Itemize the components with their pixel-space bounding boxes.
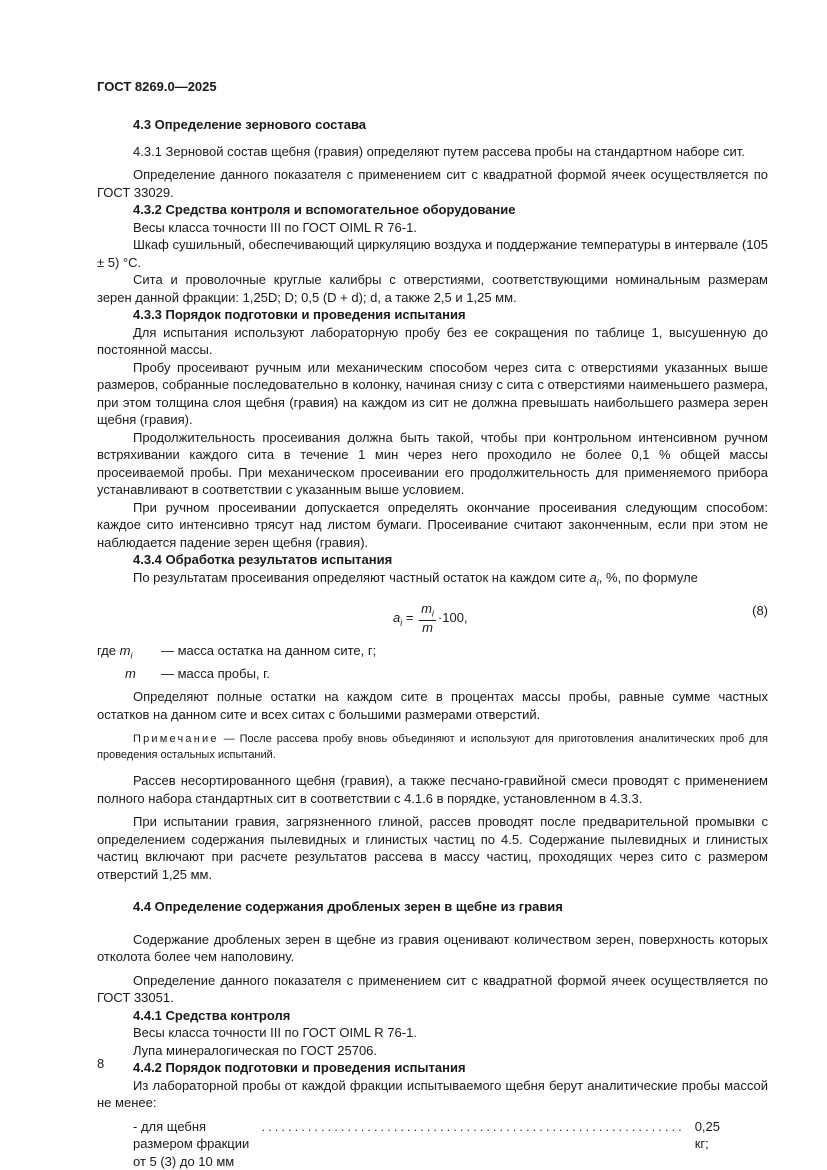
paragraph: Весы класса точности III по ГОСТ OIML R 76-1. <box>133 219 417 235</box>
section-4-3-4-title: 4.3.4 Обработка результатов испытания <box>133 552 393 567</box>
paragraph: При испытании гравия, загрязненного глиной, рассев проводят после предварительной промывки с определением содержания пылевидных и глинистых частиц по 4.5. Содержание пылевидных и глинистых частиц включают при расчете результатов рассева в массу частиц, проходящих через сито с размером отверстий 1,25 мм. <box>97 814 768 882</box>
formula-8 <box>97 596 768 636</box>
list-item: - для щебня размером фракции от 5 (3) до 10 мм ................................................................ 0,25 кг; <box>133 1118 720 1169</box>
formula: $a_i$ = $\frac{m_i}{m}$ ·100, <box>393 600 468 636</box>
page-number: 8 <box>97 1056 105 1071</box>
note: Примечание — После рассева пробу вновь объединяют и используют для приготовления аналитических проб для проведения остальных испытаний. <box>97 733 768 762</box>
paragraph: Весы класса точности III по ГОСТ OIML R 76-1. <box>133 1025 417 1041</box>
where-item: где $m_i$ — масса остатка на данном сите, г; <box>97 642 377 661</box>
paragraph: Лупа минералогическая по ГОСТ 25706. <box>133 1042 378 1058</box>
paragraph: Определение данного показателя с применением сит с квадратной формой ячеек осуществляется по ГОСТ 33029. <box>97 167 768 200</box>
paragraph: Рассев несортированного щебня (гравия), а также песчано-гравийной смеси проводят с применением полного набора стандартных сит в соответствии с 4.1.6 в порядке, установленном в 4.3.3. <box>97 773 768 806</box>
section-4-3-title: 4.3 Определение зернового состава <box>133 117 366 132</box>
paragraph: Для испытания используют лабораторную пробу без ее сокращения по таблице 1, высушенную до постоянной массы. <box>97 324 768 357</box>
paragraph: Определяют полные остатки на каждом сите в процентах массы пробы, равные сумме частных остатков на данном сите и всех ситах с большими размерами отверстий. <box>97 689 768 722</box>
paragraph: Определение данного показателя с применением сит с квадратной формой ячеек осуществляется по ГОСТ 33051. <box>97 972 768 1006</box>
paragraph: При ручном просеивании допускается определять окончание просеивания следующим способом: каждое сито интенсивно трясут над листом бумаги. Просеивание считают законченным, если при этом не наблюдается падение зерен щебня (гравия). <box>97 499 768 550</box>
equation-number: (8) <box>752 602 768 618</box>
paragraph: 4.3.1 Зерновой состав щебня (гравия) определяют путем рассева пробы на стандартном наборе сит. <box>133 143 745 159</box>
paragraph: Продолжительность просеивания должна быть такой, чтобы при контрольном интенсивном ручном встряхивании каждого сита в течение 1 мин через него проходило не более 0,1 % общей массы просеиваемой пробы. При механическом просеивании его продолжительность для применяемого прибора устанавливают в соответствии с указанным выше условием. <box>97 429 768 497</box>
paragraph: Сита и проволочные круглые калибры с отверстиями, соответствующими номинальным размерам зерен данной фракции: 1,25D; D; 0,5 (D + d); d, а также 2,5 и 1,25 мм. <box>97 272 768 305</box>
paragraph: Содержание дробленых зерен в щебне из гравия оценивают количеством зерен, поверхность которых отколота более чем наполовину. <box>97 931 768 965</box>
page-content <box>97 116 768 1170</box>
section-4-3-2-title: 4.3.2 Средства контроля и вспомогательное оборудование <box>133 202 516 217</box>
paragraph: Из лабораторной пробы от каждой фракции испытываемого щебня берут аналитические пробы массой не менее: <box>97 1077 768 1111</box>
where-list <box>97 642 768 683</box>
paragraph: Пробу просеивают ручным или механическим способом через сита с отверстиями указанных выше размеров, собранные последовательно в колонку, начиная снизу с сита с отверстиями наименьшего размера, при этом толщина слоя щебня (гравия) на каждом из сит не должна превышать наибольшего размера зерен щебня (гравия). <box>97 359 768 427</box>
section-4-4-title: 4.4 Определение содержания дробленых зерен в щебне из гравия <box>133 899 563 915</box>
section-4-4-1-title: 4.4.1 Средства контроля <box>133 1007 291 1023</box>
paragraph: По результатам просеивания определяют частный остаток на каждом сите $a_i$, %, по формуле <box>133 569 698 588</box>
leader-dots: ................................................................ <box>254 1118 685 1134</box>
fraction: $\frac{m_i}{m}$ <box>421 600 434 636</box>
where-item: m — масса пробы, г. <box>125 665 270 681</box>
section-4-3-3-title: 4.3.3 Порядок подготовки и проведения испытания <box>133 307 466 322</box>
section-4-4-2-title: 4.4.2 Порядок подготовки и проведения испытания <box>133 1060 466 1076</box>
paragraph: Шкаф сушильный, обеспечивающий циркуляцию воздуха и поддержание температуры в интервале (105 ± 5) °С. <box>97 237 768 270</box>
document-header: ГОСТ 8269.0—2025 <box>97 79 217 94</box>
